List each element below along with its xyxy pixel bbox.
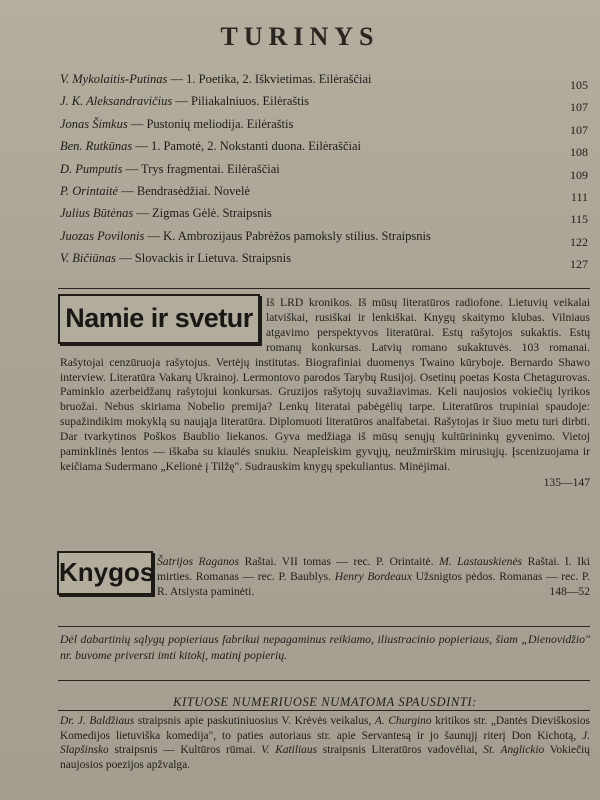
review-text: Raštai. I. Iki mirties. Romanas — rec. P. Baublys. (157, 555, 591, 583)
toc-work: K. Ambrozijaus Pabrėžos pamoksly stilius. Straipsnis (163, 228, 431, 243)
upcoming-author: J. Slapšinsko (60, 729, 590, 757)
upcoming-author: A. Churgino (374, 715, 432, 727)
toc-author: Juozas Povilonis (60, 228, 145, 243)
toc-page: 122 (570, 234, 588, 249)
upcoming-text: straipsnis Literatūros vadovėliai, (322, 744, 478, 757)
toc-work: Piliakalniuos. Eilėraštis (191, 94, 310, 109)
review-author: M. Lastauskienės (439, 555, 523, 568)
toc-page: 107 (570, 100, 588, 115)
toc-work: Bendrasėdžiai. Novelė (136, 183, 251, 198)
toc-work: Slovackis ir Lietuva. Straipsnis (134, 251, 292, 266)
upcoming-heading: KITUOSE NUMERIUOSE NUMATOMA SPAUSDINTI: (173, 695, 477, 709)
toc-author: Julius Būtėnas (60, 206, 134, 221)
review-author: Henry Bordeaux (334, 569, 412, 583)
toc-entry: D. Pumputis — Trys fragmentai. Eilėraščiai 109 (60, 158, 588, 180)
review-author: Šatrijos Raganos (157, 555, 240, 568)
toc-entry: J. K. Aleksandravičius — Piliakalniuos. Eilėraštis 107 (60, 90, 588, 112)
table-of-contents (60, 68, 588, 270)
toc-author: P. Orintaitė (60, 183, 119, 198)
review-text: Užsnigtos pėdos. Romanas — rec. P. R. Atsiysta paminėti. (157, 569, 590, 598)
toc-entry: Julius Būtėnas — Zigmas Gėlė. Straipsnis 115 (60, 202, 588, 224)
toc-page: 105 (570, 78, 588, 92)
section-pages: 148—52 (549, 584, 590, 598)
toc-page: 107 (570, 122, 588, 137)
toc-entry: Jonas Šimkus — Pustonių meliodija. Eilėraštis 107 (60, 113, 588, 135)
divider (58, 626, 590, 627)
section-pages: 135—147 (543, 475, 590, 489)
toc-author: Ben. Rutkūnas (60, 139, 133, 154)
section-heading-namie-ir-svetur: Namie ir svetur (58, 294, 260, 344)
toc-author: V. Mykolaitis-Putinas (60, 72, 168, 86)
toc-entry: Ben. Rutkūnas — 1. Pamotė, 2. Nokstanti duona. Eilėraščiai 108 (60, 135, 588, 157)
toc-entry: V. Bičiūnas — Slovackis ir Lietuva. Straipsnis 127 (60, 247, 588, 269)
toc-page: 115 (570, 212, 588, 227)
paper-notice: Dėl dabartinių sąlygų popieriaus fabrikui nepagaminus reikiamo, iliustracinio popieriaus, šiam „Dienovidžio" nr. buvome priversti imti kitokį, matinį popierių. (60, 632, 590, 662)
toc-page: 109 (570, 167, 588, 182)
upcoming-author: V. Katiliaus (261, 744, 318, 757)
section-heading-knygos: Knygos (57, 551, 153, 595)
upcoming-text: straipsnis — Kultūros rūmai. (114, 744, 256, 757)
review-text: Raštai. VII tomas — rec. P. Orintaitė. (244, 555, 434, 568)
toc-work: Zigmas Gėlė. Straipsnis (152, 206, 272, 221)
toc-entry: Juozas Povilonis — K. Ambrozijaus Pabrėžos pamoksly stilius. Straipsnis 122 (60, 225, 588, 247)
toc-page: 111 (570, 189, 588, 204)
upcoming-author: St. Anglickio (483, 744, 545, 757)
toc-author: J. K. Aleksandravičius (60, 94, 173, 109)
upcoming-text: Vokiečių naujosios poezijos apžvalga. (60, 744, 591, 771)
page-title: TURINYS (220, 22, 380, 51)
divider (58, 680, 590, 681)
toc-author: Jonas Šimkus (60, 116, 128, 131)
divider (58, 710, 590, 711)
toc-page: 127 (570, 257, 588, 272)
upcoming-text: straipsnis apie paskutiniuosius V. Krėvės veikalus, (137, 715, 372, 727)
toc-author: D. Pumputis (60, 161, 123, 176)
toc-work: 1. Poetika, 2. Iškvietimas. Eilėraščiai (186, 72, 372, 86)
upcoming-list (60, 714, 590, 772)
upcoming-text: kritikos str. „Dantės Dieviškosios Komedijos lietuviška komedija", to paties autoriaus str. apie Servantesą ir jo šaunųjį riterį Don Kichotą, (60, 715, 590, 742)
upcoming-author: Dr. J. Baldžiaus (60, 715, 135, 727)
toc-work: 1. Pamotė, 2. Nokstanti duona. Eilėraščiai (150, 139, 361, 154)
toc-page: 108 (570, 145, 588, 160)
section-text: Iš LRD kronikos. Iš mūsų literatūros radiofone. Lietuvių veikalai latviškai, rusiškai ir lenkiškai. Knygų skaitymo klubas. Vilniaus atgavimo perspektyvos literatūrai. Estų rašytojos sukaktis. Estų romanų konkursas. Latvių romano sukaktuvės. 103 romanai. Rašytojai cenzūruoja rašytojus. Vertėjų institutas. Biografiniai duomenys Twaino kūryboje. Bernardo Shawo interview. Literatūra Vakarų Ukrainoj. Lermontovo parodos Tarybų Rusijoj. Osetinų poetas Kosta Chetagurovas. Paminklo azerbeidžanų rašytojui konkursas. Gruzijos rašytojų suvažiavimas. Keli naujosios vokiečių lyrikos bruožai. Nebus skiriama Nobelio premija? Lenkų literatai pabėgėlių tarpe. Literatūros trupiniai spaudoje: supažindikim mokyklą su naująja literatūra. Diplomuoti literatūros analfabetai. Rašytojas ir šiuo metu turi dirbti. Dar tvarkytinos Poškos Baublio liekanos. Gyva medžiaga iš mūsų senųjų kultūrininkų gyvenimo. Vietoj paminklinės lentos — iškaba su kiaulės snukiu. Neapleiskim gyvųjų, neužmirškim mirusiųjų. Įscenizuojama ir keičiama Sudermano „Kelionė į Tilžę". Sudrauskim knygų spekuliantus. Minėjimai. (60, 296, 590, 473)
toc-entry: P. Orintaitė — Bendrasėdžiai. Novelė 111 (60, 180, 588, 202)
toc-author: V. Bičiūnas (60, 251, 117, 266)
toc-work: Pustonių meliodija. Eilėraštis (146, 116, 294, 131)
toc-entry: V. Mykolaitis-Putinas — 1. Poetika, 2. Iškvietimas. Eilėraščiai 105 (60, 68, 588, 90)
divider (58, 288, 590, 289)
toc-work: Trys fragmentai. Eilėraščiai (141, 161, 280, 176)
